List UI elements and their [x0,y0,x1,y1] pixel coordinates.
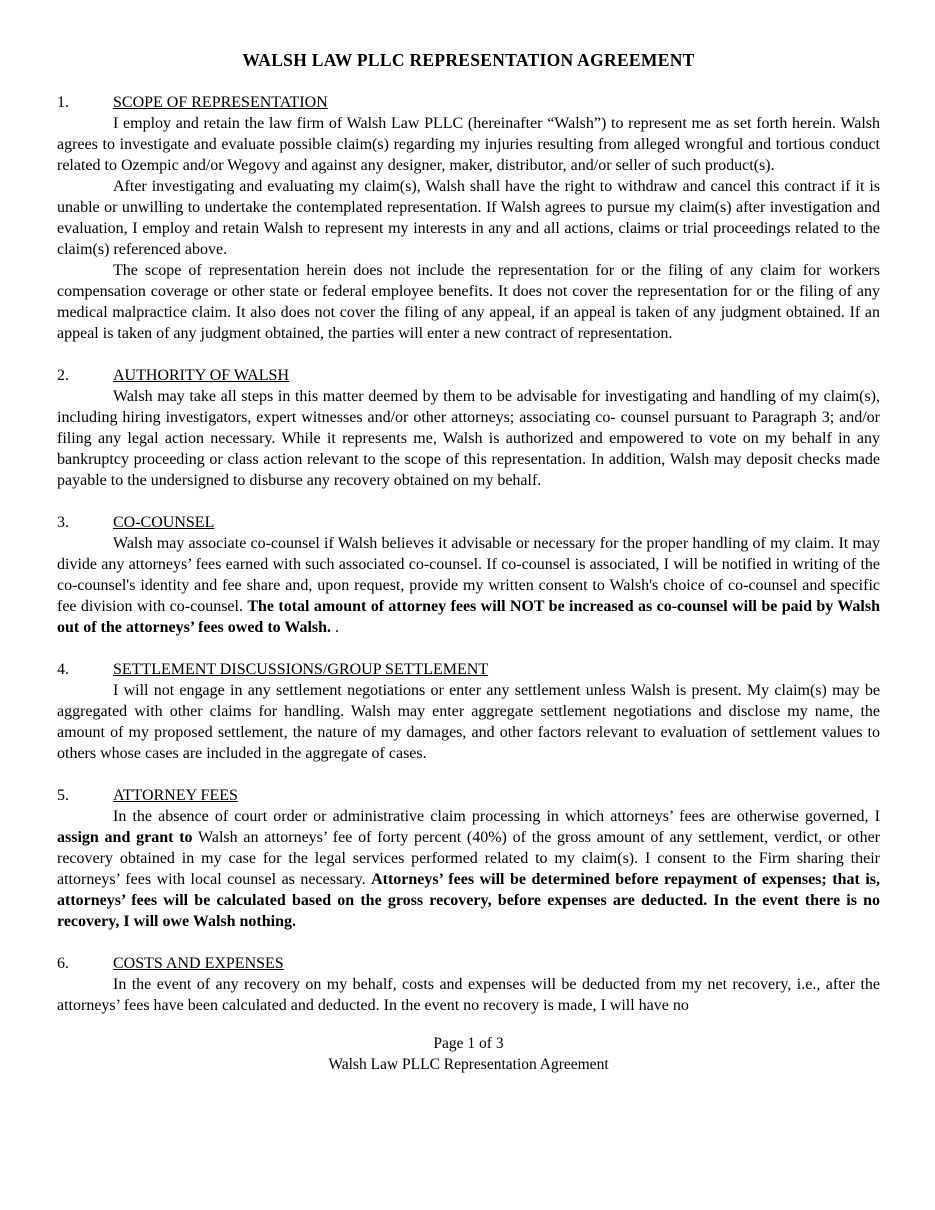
section-number: 6. [57,955,69,972]
section-heading [57,92,880,113]
text-run: Walsh an attorneys’ fee of forty percent (40%) of the gross amount of any settlement, verdict, or other recovery obtained in my case for the legal services performed related to my claim(s). I consent to the Firm sharing their attorneys’ fees with local counsel as necessary. [57,829,880,888]
paragraph [57,680,880,764]
text-run: In the event of any recovery on my behalf, costs and expenses will be deducted from my net recovery, i.e., after the attorneys’ fees have been calculated and deducted. In the event no recovery is made, I will have no [57,976,880,1014]
section-title: SCOPE OF REPRESENTATION [113,94,328,111]
paragraph [57,386,880,491]
section-number: 4. [57,661,69,678]
section-heading [57,512,880,533]
text-run: . [331,619,340,636]
section-heading [57,785,880,806]
section-number: 3. [57,514,69,531]
section-title: COSTS AND EXPENSES [113,955,284,972]
bold-text-run: assign and grant to [57,829,193,846]
footer-page-number: Page 1 of 3 [433,1035,504,1052]
page-footer [57,1033,880,1075]
section-heading [57,953,880,974]
section-heading [57,365,880,386]
section-title: SETTLEMENT DISCUSSIONS/GROUP SETTLEMENT [113,661,489,678]
sections-container [57,92,880,1016]
section-number: 2. [57,367,69,384]
paragraph [57,113,880,176]
section-number: 1. [57,94,69,111]
document-title: WALSH LAW PLLC REPRESENTATION AGREEMENT [242,50,695,70]
section-5 [57,785,880,932]
section-title: ATTORNEY FEES [113,787,238,804]
text-run: I employ and retain the law firm of Walsh Law PLLC (hereinafter “Walsh”) to represent me as set forth herein. Walsh agrees to investigate and evaluate possible claim(s) regarding my injuries resulting from alleged wrongful and tortious conduct related to Ozempic and/or Wegovy and against any designer, maker, distributor, and/or seller of such product(s). [57,115,880,174]
paragraph [57,260,880,344]
bold-text-run: The total amount of attorney fees will NOT be increased as co-counsel will be paid by Walsh out of the attorneys’ fees owed to Walsh. [57,598,881,636]
text-run: In the absence of court order or administrative claim processing in which attorneys’ fees are otherwise governed, I [113,808,880,825]
section-3 [57,512,880,638]
paragraph [57,176,880,260]
section-number: 5. [57,787,69,804]
paragraph [57,974,880,1016]
text-run: I will not engage in any settlement negotiations or enter any settlement unless Walsh is present. My claim(s) may be aggregated with other claims for handling. Walsh may enter aggregate settlement negotiations and disclose my name, the amount of my proposed settlement, the nature of my damages, and other factors relevant to evaluation of settlement values to others whose cases are included in the aggregate of cases. [57,682,880,762]
section-6 [57,953,880,1016]
section-1 [57,92,880,344]
section-title: AUTHORITY OF WALSH [113,367,289,384]
paragraph [57,806,880,932]
section-heading [57,659,880,680]
section-title: CO-COUNSEL [113,514,215,531]
text-run: The scope of representation herein does not include the representation for or the filing of any claim for workers compensation coverage or other state or federal employee benefits. It does not cover the representation for or the filing of any medical malpractice claim. It also does not cover the filing of any appeal, if an appeal is taken of any judgment obtained. If an appeal is taken of any judgment obtained, the parties will enter a new contract of representation. [57,262,880,342]
text-run: Walsh may associate co-counsel if Walsh believes it advisable or necessary for the proper handling of my claim. It may divide any attorneys’ fees earned with such associated co-counsel. If co-counsel is associated, I will be notified in writing of the co-counsel's identity and fee share and, upon request, provide my written consent to Walsh's choice of co-counsel and specific fee division with co-counsel. [57,535,880,615]
paragraph [57,533,880,638]
bold-text-run: Attorneys’ fees will be determined before repayment of expenses; that is, attorneys’ fees will be calculated based on the gross recovery, before expenses are deducted. In the event there is no recovery, I will owe Walsh nothing. [57,871,880,930]
footer-document-name: Walsh Law PLLC Representation Agreement [328,1056,609,1073]
text-run: After investigating and evaluating my claim(s), Walsh shall have the right to withdraw and cancel this contract if it is unable or unwilling to undertake the contemplated representation. If Walsh agrees to pursue my claim(s) after investigation and evaluation, I employ and retain Walsh to represent my interests in any and all actions, claims or trial proceedings related to the claim(s) referenced above. [57,178,880,258]
section-2 [57,365,880,491]
text-run: Walsh may take all steps in this matter deemed by them to be advisable for investigating and handling of my claim(s), including hiring investigators, expert witnesses and/or other attorneys; associating co- counsel pursuant to Paragraph 3; and/or filing any legal action necessary. While it represents me, Walsh is authorized and empowered to vote on my behalf in any bankruptcy proceeding or class action relevant to the scope of this representation. In addition, Walsh may deposit checks made payable to the undersigned to disburse any recovery obtained on my behalf. [57,388,880,489]
section-4 [57,659,880,764]
